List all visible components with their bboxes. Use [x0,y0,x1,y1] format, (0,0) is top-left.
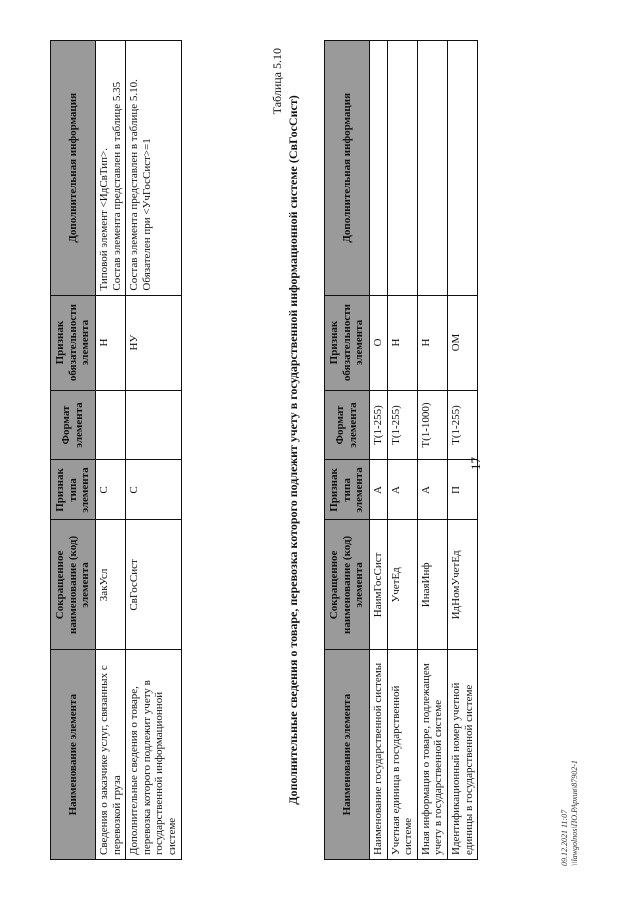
table-row [95,41,125,860]
table-row [387,41,417,860]
table-cell: Учетная единица в государственной системе [387,650,417,860]
column-header: Дополнительная информация [325,41,370,296]
table-cell: П [448,460,478,520]
table-cell: А [369,460,387,520]
table-header-row [51,41,96,860]
table-label: Таблица 5.10 [270,48,284,115]
table-row [369,41,387,860]
elements-table-continued [50,40,182,860]
column-header: Признак типа элемента [51,460,96,520]
table-cell: Состав элемента представлен в таблице 5.10. Обязателен при <УчГосСист>=1 [126,41,182,296]
table-cell: Иная информация о товаре, подлежащем учету в государственной системе [417,650,447,860]
table-cell: С [126,460,182,520]
table-cell: СвГосСист [126,520,182,650]
table-cell [126,390,182,460]
table-cell: T(1-255) [369,390,387,460]
table-cell: Н [95,295,125,390]
table-cell: Сведения о заказчике услуг, связанных с перевозкой груза [95,650,125,860]
table-row [126,41,182,860]
table-cell: Наименование государственной системы [369,650,387,860]
table-title: Дополнительные сведения о товаре, перевозка которого подлежит учету в государственной информационной системе (СвГосСист) [286,95,300,805]
column-header: Сокращенное наименование (код) элемента [51,520,96,650]
column-header: Наименование элемента [51,650,96,860]
stamp-path: \\lawgolnos\ПО.РАрхив\87902-1 [570,760,580,866]
table-cell [369,41,387,296]
table-cell [387,41,417,296]
table-cell: ИдНомУчетЕд [448,520,478,650]
page-number: 17 [468,457,483,470]
table-cell: T(1-255) [387,390,417,460]
stamp-date: 09.12.2021 11:07 [560,809,569,866]
elements-table-5-10 [324,40,478,860]
column-header: Дополнительная информация [51,41,96,296]
table-cell: А [417,460,447,520]
table-row [417,41,447,860]
table-cell: Н [417,295,447,390]
table-cell: О [369,295,387,390]
table-cell: Дополнительные сведения о товаре, перевозка которого подлежит учету в государственной информационной системе [126,650,182,860]
rotated-sheet [30,20,610,880]
table-cell: Идентификационный номер учетной единицы в государственной системе [448,650,478,860]
column-header: Формат элемента [51,390,96,460]
column-header: Наименование элемента [325,650,370,860]
table-cell: НаимГосСист [369,520,387,650]
table-cell: ИнаяИнф [417,520,447,650]
table-cell: T(1-255) [448,390,478,460]
table-cell: Н [387,295,417,390]
table-cell [417,41,447,296]
column-header: Признак типа элемента [325,460,370,520]
table-cell: С [95,460,125,520]
table-cell: Типовой элемент <ИдСвТип>. Состав элемента представлен в таблице 5.35 [95,41,125,296]
table-cell: А [387,460,417,520]
table-cell: НУ [126,295,182,390]
column-header: Формат элемента [325,390,370,460]
print-stamp [560,760,581,866]
table-cell [448,41,478,296]
column-header: Признак обязательности элемента [51,295,96,390]
table-cell: T(1-1000) [417,390,447,460]
table-cell [95,390,125,460]
table-row [448,41,478,860]
column-header: Признак обязательности элемента [325,295,370,390]
table-cell: УчетЕд [387,520,417,650]
table-header-row [325,41,370,860]
column-header: Сокращенное наименование (код) элемента [325,520,370,650]
table-cell: ОМ [448,295,478,390]
table-cell: ЗакУсл [95,520,125,650]
